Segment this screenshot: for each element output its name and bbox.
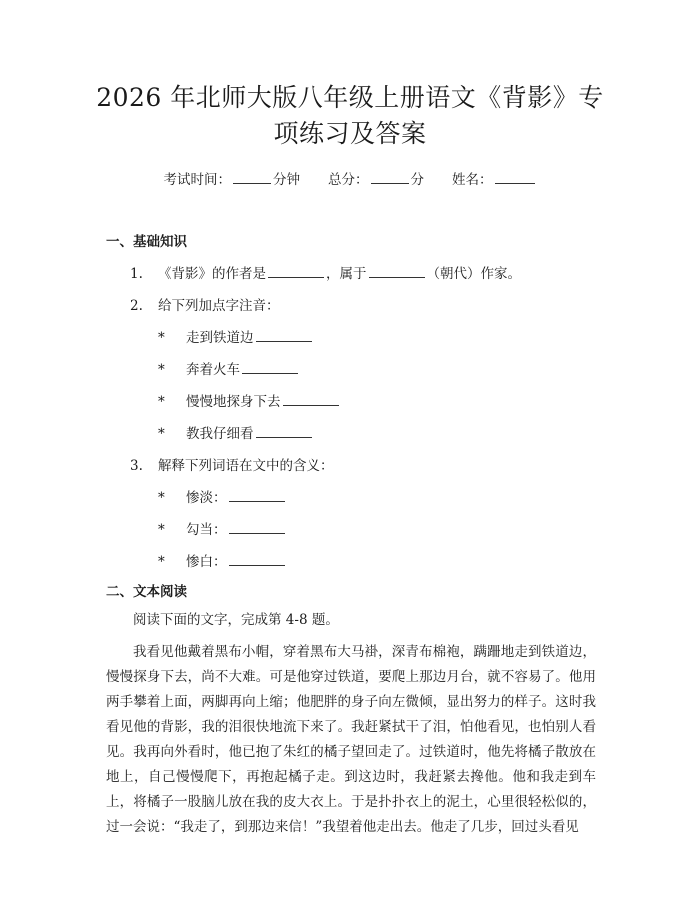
question-1 xyxy=(130,262,521,282)
pinyin-item-text: 慢慢地探身下去 xyxy=(186,394,281,410)
question-1-text-b: ，属于 xyxy=(326,266,367,282)
word-item-text: 惨淡： xyxy=(186,490,227,506)
meaning-blank[interactable] xyxy=(229,487,285,502)
bullet-star: * xyxy=(158,554,165,570)
exam-time-label: 考试时间： xyxy=(163,172,231,188)
document-title xyxy=(0,80,700,152)
pinyin-blank[interactable] xyxy=(256,423,312,438)
list-item xyxy=(158,422,314,442)
bullet-star: * xyxy=(158,330,165,346)
question-2 xyxy=(130,294,280,314)
list-item xyxy=(158,390,341,410)
pinyin-blank[interactable] xyxy=(256,327,312,342)
list-item xyxy=(158,550,287,570)
question-3-text: 解释下列词语在文中的含义： xyxy=(158,458,334,474)
bullet-star: * xyxy=(158,362,165,378)
title-line-2: 项练习及答案 xyxy=(273,119,427,148)
question-number: 2. xyxy=(130,298,143,314)
pinyin-blank[interactable] xyxy=(283,391,339,406)
bullet-star: * xyxy=(158,426,165,442)
reading-passage: 我看见他戴着黑布小帽，穿着黑布大马褂，深青布棉袍，蹒跚地走到铁道边，慢慢探身下去，尚不大难。可是他穿过铁道，要爬上那边月台，就不容易了。他用两手攀着上面，两脚再向上缩；他肥胖的身子向左微倾，显出努力的样子。这时我看见他的背影，我的泪很快地流下来了。我赶紧拭干了泪，怕他看见，也怕别人看见。我再向外看时，他已抱了朱红的橘子望回走了。过铁道时，他先将橘子散放在地上，自己慢慢爬下，再抱起橘子走。到这边时，我赶紧去搀他。他和我走到车上，将橘子一股脑儿放在我的皮大衣上。于是扑扑衣上的泥土，心里很轻松似的，过一会说：“我走了，到那边来信！”我望着他走出去。他走了几步，回过头看见 xyxy=(106,644,596,835)
title-line-1: 2026 年北师大版八年级上册语文《背影》专 xyxy=(96,83,604,112)
list-item xyxy=(158,358,300,378)
total-score-unit: 分 xyxy=(410,172,424,188)
question-2-text: 给下列加点字注音： xyxy=(158,298,280,314)
section-heading-basics: 一、基础知识 xyxy=(106,234,187,250)
bullet-star: * xyxy=(158,394,165,410)
section-heading-reading: 二、文本阅读 xyxy=(106,584,187,600)
total-score xyxy=(328,168,424,188)
list-item xyxy=(158,518,287,538)
list-item xyxy=(158,486,287,506)
meaning-blank[interactable] xyxy=(229,551,285,566)
question-1-text-c: （朝代）作家。 xyxy=(426,266,521,282)
exam-time-unit: 分钟 xyxy=(273,172,300,188)
student-name xyxy=(452,168,537,188)
total-score-blank[interactable] xyxy=(371,169,409,184)
pinyin-item-text: 走到铁道边 xyxy=(186,330,254,346)
bullet-star: * xyxy=(158,490,165,506)
meaning-blank[interactable] xyxy=(229,519,285,534)
question-number: 3. xyxy=(130,458,143,474)
bullet-star: * xyxy=(158,522,165,538)
reading-instructions: 阅读下面的文字，完成第 4-8 题。 xyxy=(133,612,339,628)
student-name-label: 姓名： xyxy=(452,172,493,188)
exam-time-blank[interactable] xyxy=(233,169,271,184)
author-blank[interactable] xyxy=(268,263,324,278)
pinyin-blank[interactable] xyxy=(242,359,298,374)
word-item-text: 惨白： xyxy=(186,554,227,570)
dynasty-blank[interactable] xyxy=(369,263,425,278)
student-name-blank[interactable] xyxy=(495,169,535,184)
total-score-label: 总分： xyxy=(328,172,369,188)
word-item-text: 勾当： xyxy=(186,522,227,538)
pinyin-item-text: 奔着火车 xyxy=(186,362,240,378)
exam-info-row xyxy=(0,168,700,188)
list-item xyxy=(158,326,314,346)
exam-time xyxy=(164,168,301,188)
pinyin-item-text: 教我仔细看 xyxy=(186,426,254,442)
question-number: 1. xyxy=(130,266,143,282)
question-3 xyxy=(130,454,334,474)
question-1-text-a: 《背影》的作者是 xyxy=(158,266,266,282)
